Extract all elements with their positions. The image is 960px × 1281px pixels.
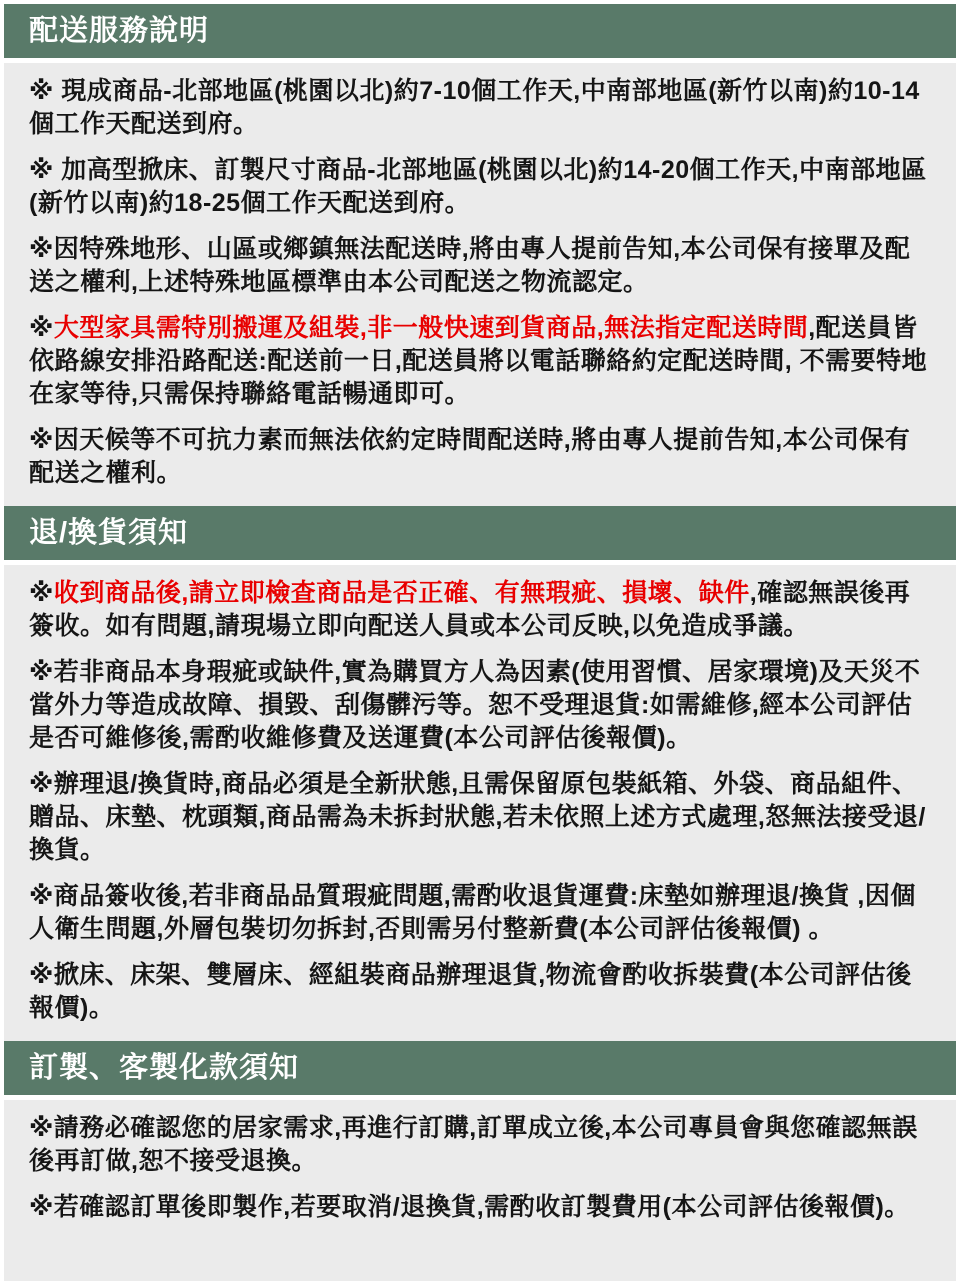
notice-text: ,確認無誤後再簽收。如有問題,請現場立即向配送人員或本公司反映,以免造成爭議。	[29, 579, 911, 640]
notice-paragraph	[29, 233, 931, 299]
notice-text: ※掀床、床架、雙層床、經組裝商品辦理退貨,物流會酌收拆裝費(本公司評估後報價)。	[29, 961, 912, 1022]
notice-paragraph	[29, 154, 931, 220]
notice-text: ※因天候等不可抗力素而無法依約定時間配送時,將由專人提前告知,本公司保有配送之權利。	[29, 426, 911, 487]
section-title-shipping: 配送服務說明	[4, 4, 956, 58]
section-title-return: 退/換貨須知	[4, 506, 956, 560]
notice-text: ※	[29, 579, 54, 607]
section-title-custom: 訂製、客製化款須知	[4, 1041, 956, 1095]
notice-text: ※	[29, 314, 54, 342]
notice-paragraph	[29, 312, 931, 411]
notice-paragraph	[29, 577, 931, 643]
notice-paragraph	[29, 1112, 931, 1178]
notice-text: ※辦理退/換貨時,商品必須是全新狀態,且需保留原包裝紙箱、外袋、商品組件、贈品、床墊、枕頭類,商品需為未拆封狀態,若未依照上述方式處理,怒無法接受退/換貨。	[29, 770, 926, 864]
notice-text: ※因特殊地形、山區或鄉鎮無法配送時,將由專人提前告知,本公司保有接單及配送之權利,上述特殊地區標準由本公司配送之物流認定。	[29, 235, 911, 296]
notice-text: ※ 現成商品-北部地區(桃園以北)約7-10個工作天,中南部地區(新竹以南)約10-14個工作天配送到府。	[29, 77, 920, 138]
section-custom-order	[4, 1041, 956, 1281]
notice-text: ※商品簽收後,若非商品品質瑕疵問題,需酌收退貨運費:床墊如辦理退/換貨 ,因個人衛生問題,外層包裝切勿拆封,否則需另付整新費(本公司評估後報價) 。	[29, 882, 916, 943]
notice-paragraph	[29, 959, 931, 1025]
notice-paragraph	[29, 1191, 931, 1224]
notice-paragraph	[29, 656, 931, 755]
notice-text: ※若非商品本身瑕疵或缺件,實為購買方人為因素(使用習慣、居家環境)及天災不當外力等造成故障、損毀、刮傷髒污等。恕不受理退貨:如需維修,經本公司評估是否可維修後,需酌收維修費及送運費(本公司評估後報價)。	[29, 658, 921, 752]
notice-paragraph	[29, 768, 931, 867]
section-body-return	[4, 565, 956, 1041]
notice-text: ※請務必確認您的居家需求,再進行訂購,訂單成立後,本公司專員會與您確認無誤後再訂做,恕不接受退換。	[29, 1114, 918, 1175]
section-return-policy	[4, 506, 956, 1041]
section-shipping-info	[4, 4, 956, 506]
section-body-shipping	[4, 63, 956, 506]
notice-text-red-highlight: 大型家具需特別搬運及組裝,非一般快速到貨商品,無法指定配送時間	[53, 314, 809, 342]
notice-paragraph	[29, 880, 931, 946]
notice-text: ,配送員皆依路線安排沿路配送:配送前一日,配送員將以電話聯絡約定配送時間, 不需要特地在家等待,只需保持聯絡電話暢通即可。	[29, 314, 928, 408]
notice-paragraph	[29, 424, 931, 490]
notice-text: ※ 加高型掀床、訂製尺寸商品-北部地區(桃園以北)約14-20個工作天,中南部地區(新竹以南)約18-25個工作天配送到府。	[29, 156, 927, 217]
notice-text: ※若確認訂單後即製作,若要取消/退換貨,需酌收訂製費用(本公司評估後報價)。	[29, 1193, 910, 1221]
section-body-custom	[4, 1100, 956, 1281]
notice-paragraph	[29, 75, 931, 141]
notice-text-red-highlight: 收到商品後,請立即檢查商品是否正確、有無瑕疵、損壞、缺件	[53, 579, 750, 607]
